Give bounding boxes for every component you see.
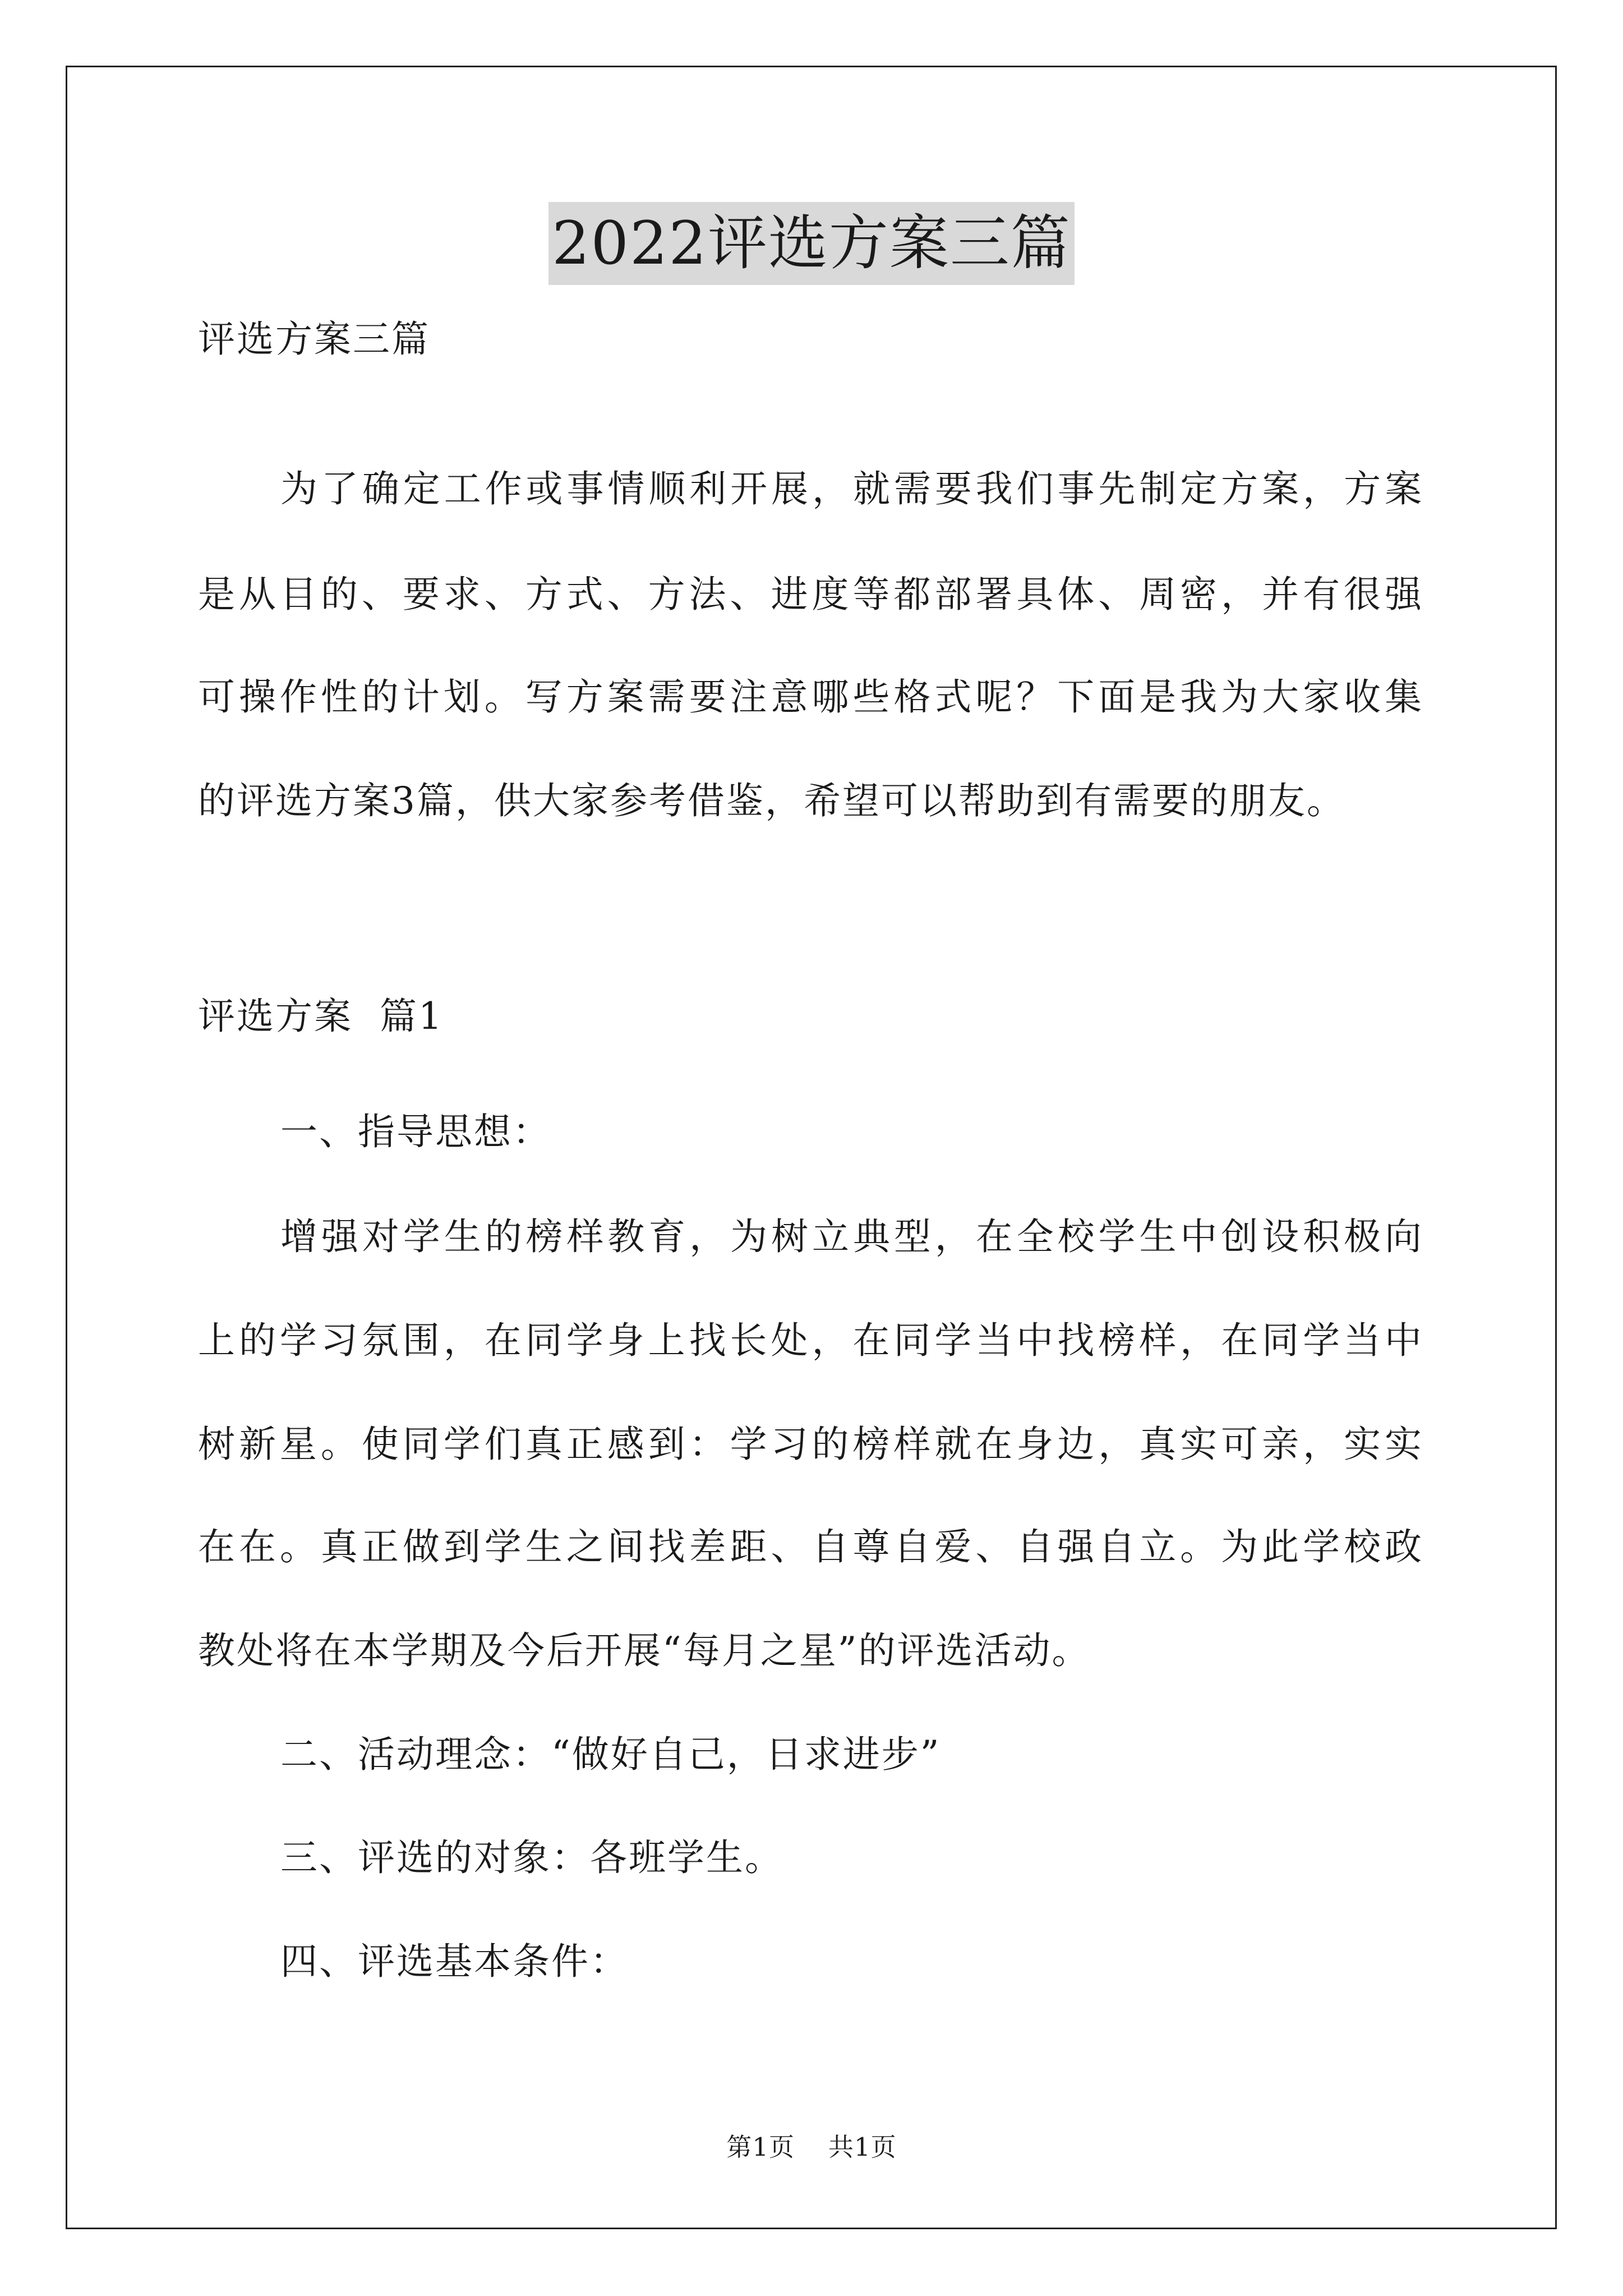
section-heading: 评选方案 篇1 bbox=[198, 995, 444, 1038]
intro-line: 为了确定工作或事情顺利开展，就需要我们事先制定方案，方案 bbox=[280, 467, 1423, 510]
item1-line: 增强对学生的榜样教育，为树立典型，在全校学生中创设积极向 bbox=[280, 1215, 1423, 1258]
page-footer bbox=[0, 2131, 1623, 2164]
item3: 三、评选的对象：各班学生。 bbox=[280, 1836, 783, 1879]
intro-line: 可操作性的计划。写方案需要注意哪些格式呢？下面是我为大家收集 bbox=[198, 675, 1423, 719]
page-total: 共1页 bbox=[828, 2132, 897, 2162]
page-number: 第1页 bbox=[726, 2132, 795, 2162]
item1-line: 在在。真正做到学生之间找差距、自尊自爱、自强自立。为此学校政 bbox=[198, 1525, 1423, 1568]
item4: 四、评选基本条件： bbox=[280, 1940, 629, 1983]
item1-line: 树新星。使同学们真正感到：学习的榜样就在身边，真实可亲，实实 bbox=[198, 1423, 1423, 1466]
item2: 二、活动理念：“做好自己，日求进步” bbox=[280, 1733, 941, 1776]
title-container bbox=[0, 202, 1623, 285]
item1-line: 上的学习氛围，在同学身上找长处，在同学当中找榜样，在同学当中 bbox=[198, 1319, 1423, 1362]
document-title: 2022评选方案三篇 bbox=[548, 202, 1075, 285]
intro-line: 是从目的、要求、方式、方法、进度等都部署具体、周密，并有很强 bbox=[198, 573, 1423, 616]
subtitle: 评选方案三篇 bbox=[198, 318, 430, 361]
item1-line: 教处将在本学期及今后开展“每月之星”的评选活动。 bbox=[198, 1629, 1091, 1672]
intro-line: 的评选方案3篇，供大家参考借鉴，希望可以帮助到有需要的朋友。 bbox=[198, 779, 1345, 822]
item1-heading: 一、指导思想： bbox=[280, 1110, 551, 1153]
